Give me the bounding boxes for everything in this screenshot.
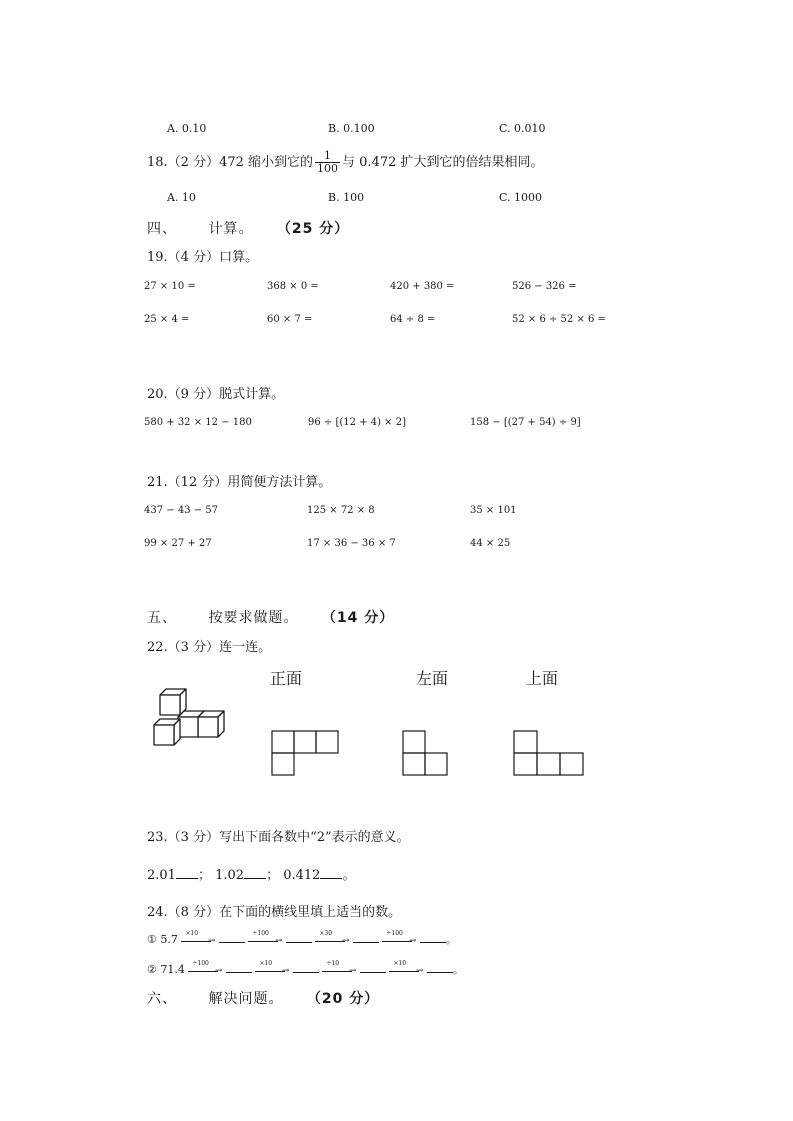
q19-item-6: 60 × 7 = — [267, 314, 313, 325]
q19-item-1: 27 × 10 = — [144, 281, 196, 292]
section-5-name: 按要求做题。 — [208, 610, 299, 626]
q24-row1-blank-3[interactable] — [353, 930, 379, 943]
q21-item-1: 437 − 43 − 57 — [144, 505, 219, 516]
arrow-icon: ×10 → — [389, 963, 423, 977]
q24-row2-blank-3[interactable] — [360, 960, 386, 973]
q21-item-3: 35 × 101 — [470, 505, 517, 516]
q24-row-2 — [147, 960, 464, 977]
q18-prefix: 18.（2 分）472 缩小到它的 — [147, 155, 314, 170]
q23-number-2: 1.02 — [215, 868, 245, 883]
view-grid-left — [401, 729, 453, 779]
q24-row2-op-3: ÷10 — [326, 960, 340, 967]
q23-blank-1[interactable] — [176, 866, 198, 879]
q21-title: 21.（12 分）用简便方法计算。 — [147, 475, 332, 490]
section-6-heading — [147, 988, 379, 1008]
view-label-top: 上面 — [526, 669, 559, 688]
q17-option-b: B. 0.100 — [328, 122, 375, 135]
view-grid-front — [270, 729, 342, 779]
q17-option-a: A. 0.10 — [167, 122, 207, 135]
q24-row1-blank-4[interactable] — [420, 930, 446, 943]
q24-row1-blank-2[interactable] — [286, 930, 312, 943]
q21-item-2: 125 × 72 × 8 — [307, 505, 375, 516]
q23-number-3: 0.412 — [283, 868, 321, 883]
q20-item-3: 158 − [(27 + 54) ÷ 9] — [470, 417, 581, 428]
arrow-icon: ÷10 → — [322, 963, 356, 977]
arrow-icon: ×10 → — [255, 963, 289, 977]
view-label-front: 正面 — [270, 669, 303, 688]
arrow-icon: ÷100 → — [188, 963, 222, 977]
q23-answer-line — [147, 864, 355, 883]
section-6-name: 解决问题。 — [208, 991, 284, 1007]
q20-item-2: 96 ÷ [(12 + 4) × 2] — [308, 417, 406, 428]
q21-item-5: 17 × 36 − 36 × 7 — [307, 538, 396, 549]
q23-number-1: 2.01 — [147, 868, 176, 883]
q24-row1-op-3: ×30 — [319, 930, 333, 937]
q19-item-4: 526 − 326 = — [512, 281, 577, 292]
section-5-number: 五、 — [147, 610, 177, 626]
q21-item-4: 99 × 27 + 27 — [144, 538, 212, 549]
q19-item-8: 52 × 6 ÷ 52 × 6 = — [512, 314, 606, 325]
q18-option-a: A. 10 — [167, 191, 196, 204]
q24-row1-op-2: ÷100 — [252, 930, 269, 937]
q19-item-2: 368 × 0 = — [267, 281, 319, 292]
q24-row2-blank-4[interactable] — [427, 960, 453, 973]
q20-title: 20.（9 分）脱式计算。 — [147, 387, 285, 402]
q24-row2-op-4: ×10 — [393, 960, 407, 967]
q24-row1-start: 5.7 — [160, 933, 178, 946]
section-4-heading — [147, 218, 349, 238]
view-label-left: 左面 — [416, 669, 449, 688]
arrow-icon: ÷100 → — [248, 933, 282, 947]
arrow-icon: ×10 → — [181, 933, 215, 947]
q23-blank-2[interactable] — [244, 866, 266, 879]
q23-sep-1: ； — [197, 868, 211, 883]
cube-solid-figure — [142, 685, 234, 751]
q24-row2-op-2: ×10 — [259, 960, 273, 967]
q18-frac-den: 100 — [317, 162, 339, 175]
q18-frac-num: 1 — [315, 150, 340, 163]
q19-item-5: 25 × 4 = — [144, 314, 190, 325]
q18-fraction — [315, 150, 340, 175]
q19-title: 19.（4 分）口算。 — [147, 250, 259, 265]
q18-suffix: 与 0.472 扩大到它的倍结果相同。 — [342, 155, 544, 170]
q24-row1-op-1: ×10 — [185, 930, 199, 937]
q24-row2-marker: ② — [147, 963, 157, 976]
section-4-score: （25 分） — [276, 221, 350, 237]
q24-row2-op-1: ÷100 — [192, 960, 209, 967]
q23-sep-2: ； — [266, 868, 280, 883]
q24-row2-blank-2[interactable] — [293, 960, 319, 973]
q24-row1-op-4: ÷100 — [386, 930, 403, 937]
q19-item-3: 420 + 380 = — [390, 281, 455, 292]
q24-row2-end: 。 — [452, 963, 464, 976]
q24-row-1 — [147, 930, 457, 947]
section-4-name: 计算。 — [208, 221, 254, 237]
section-6-number: 六、 — [147, 991, 177, 1007]
q24-row1-blank-1[interactable] — [219, 930, 245, 943]
q24-row1-end: 。 — [445, 933, 457, 946]
q23-end: 。 — [342, 868, 356, 883]
q23-blank-3[interactable] — [320, 866, 342, 879]
q18-option-b: B. 100 — [328, 191, 365, 204]
q22-title: 22.（3 分）连一连。 — [147, 640, 272, 655]
q24-row2-blank-1[interactable] — [226, 960, 252, 973]
q20-item-1: 580 + 32 × 12 − 180 — [144, 417, 252, 428]
section-5-score: （14 分） — [321, 610, 395, 626]
q24-title: 24.（8 分）在下面的横线里填上适当的数。 — [147, 905, 402, 920]
q19-item-7: 64 ÷ 8 = — [390, 314, 436, 325]
section-4-number: 四、 — [147, 221, 177, 237]
section-6-score: （20 分） — [306, 991, 380, 1007]
arrow-icon: ×30 → — [315, 933, 349, 947]
section-5-heading — [147, 607, 394, 627]
q17-option-c: C. 0.010 — [499, 122, 546, 135]
q18-question — [147, 150, 544, 175]
arrow-icon: ÷100 → — [382, 933, 416, 947]
q18-option-c: C. 1000 — [499, 191, 543, 204]
q23-title: 23.（3 分）写出下面各数中“2”表示的意义。 — [147, 830, 410, 845]
q21-item-6: 44 × 25 — [470, 538, 511, 549]
q24-row2-start: 71.4 — [160, 963, 185, 976]
q24-row1-marker: ① — [147, 933, 157, 946]
view-grid-top — [512, 729, 588, 779]
